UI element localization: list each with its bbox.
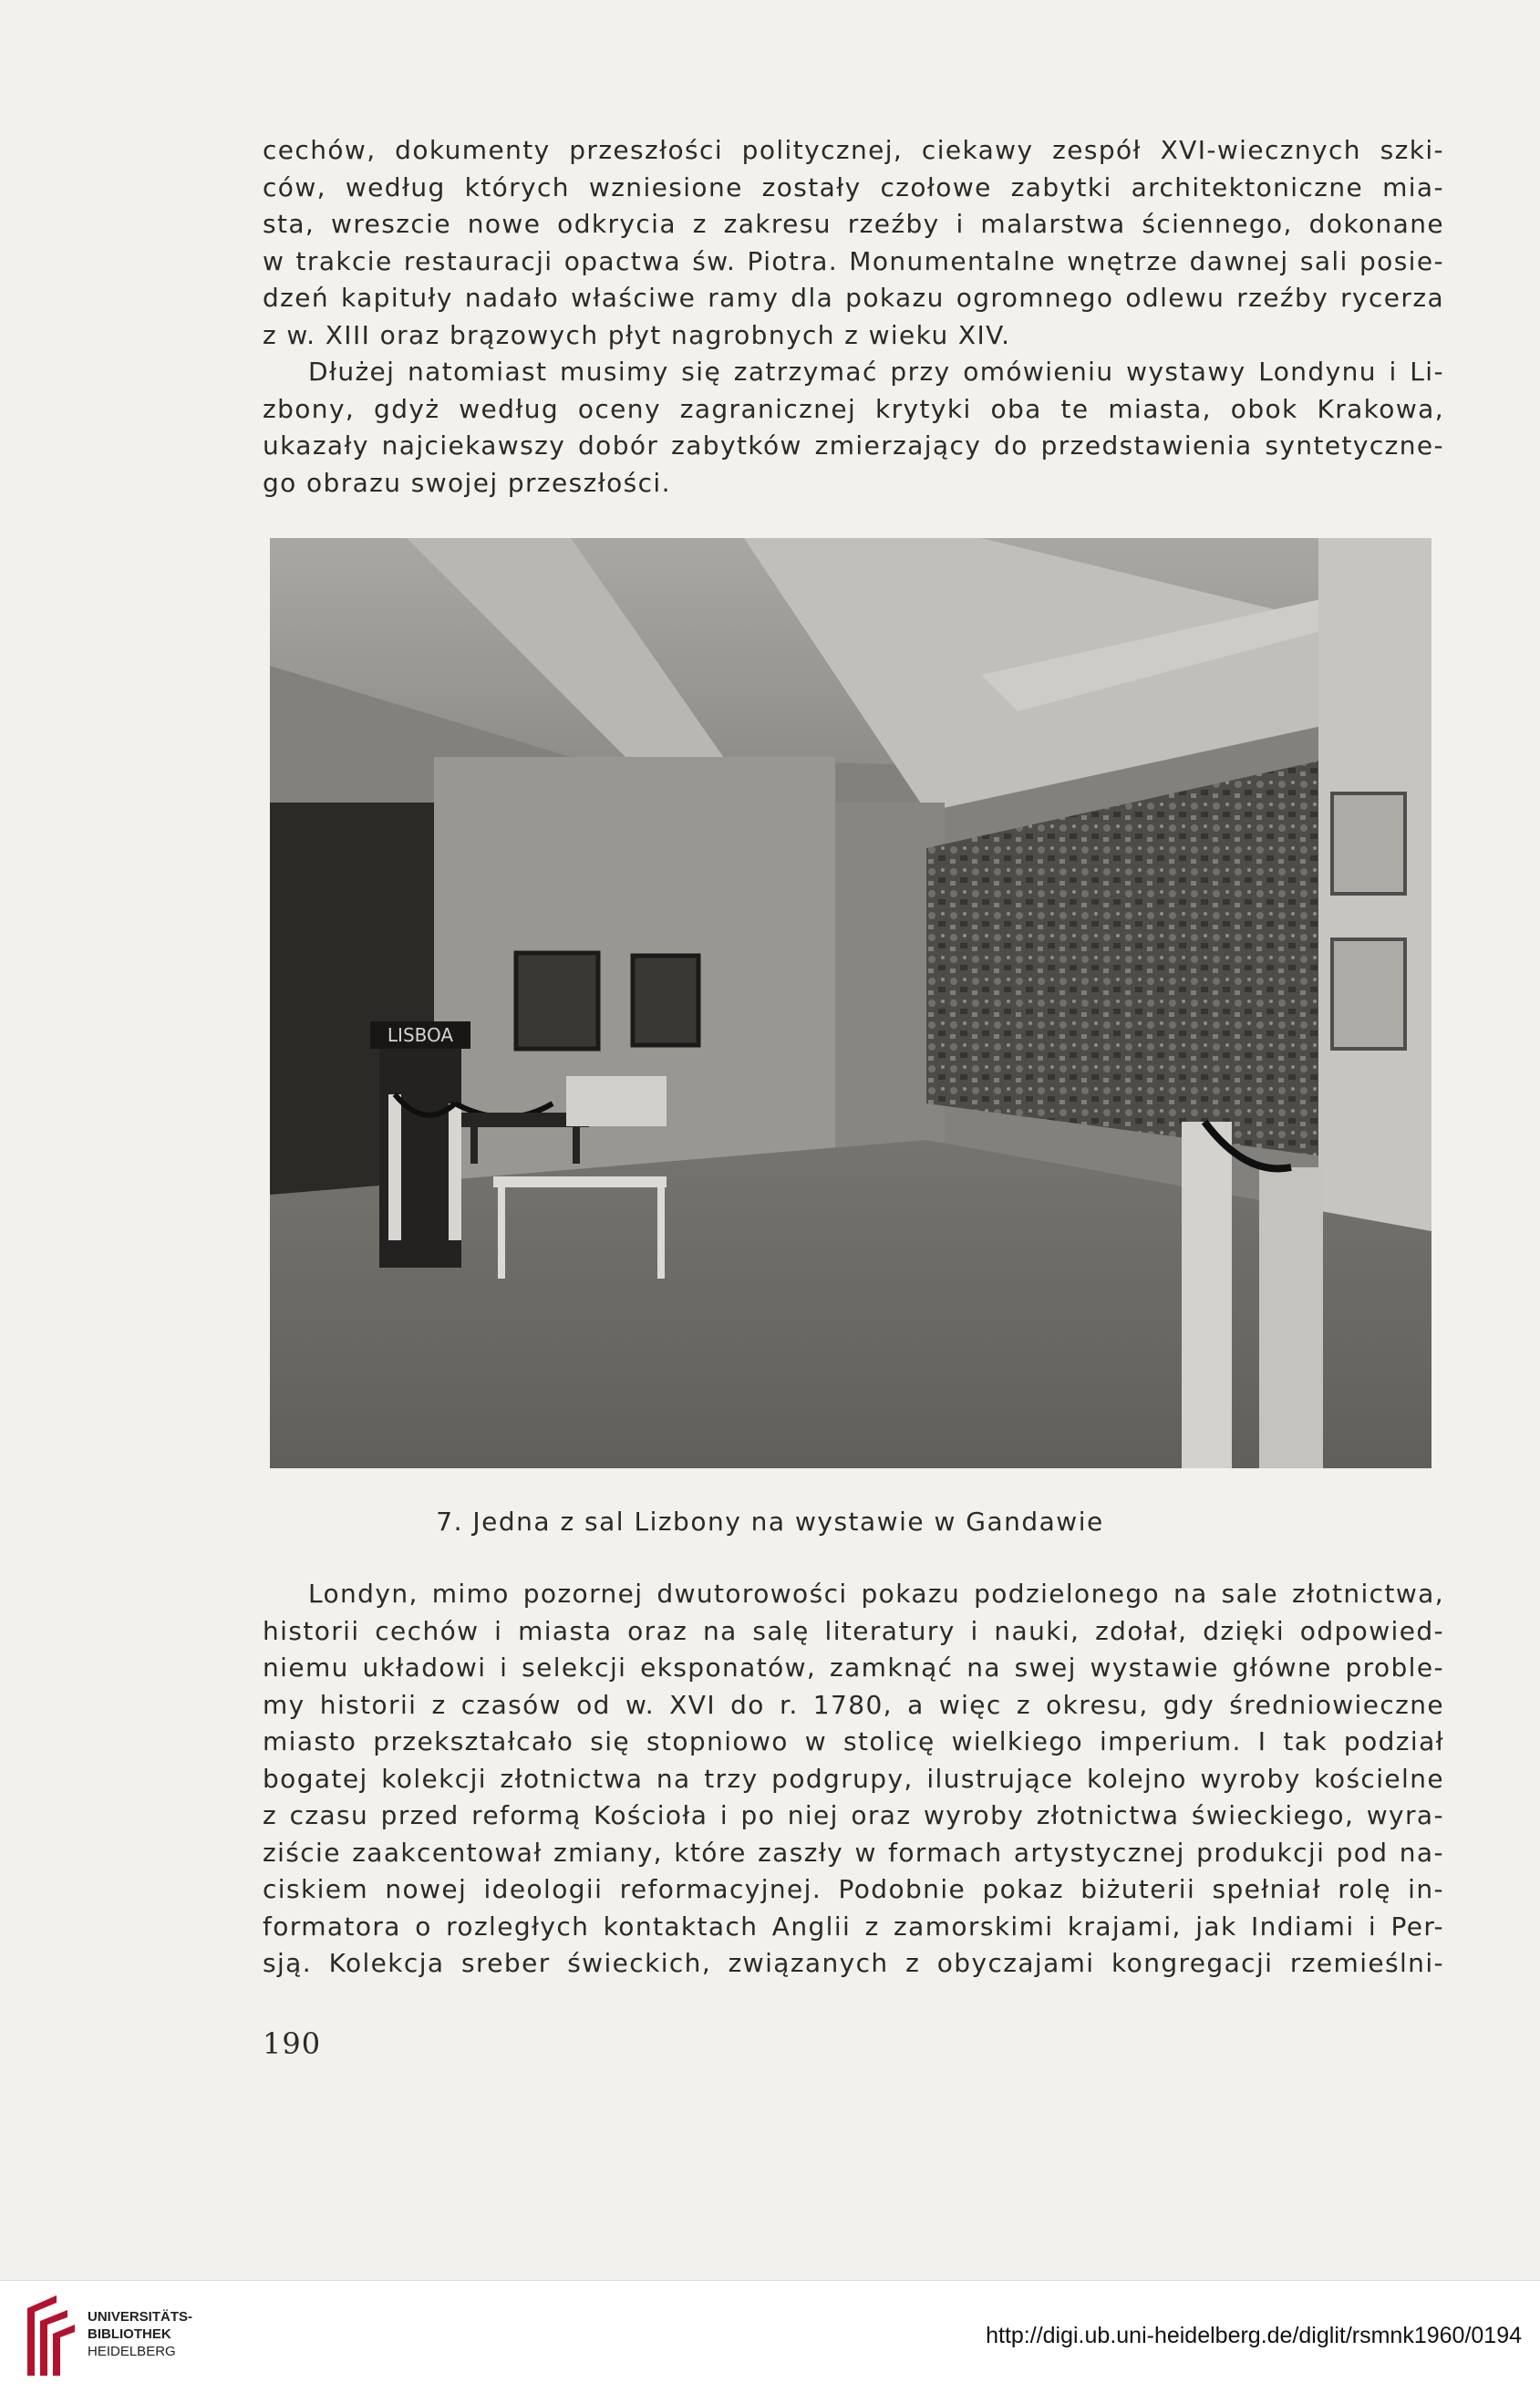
text-line: sją. Kolekcja sreber świeckich, związanych z obyczajami kongregacji rzemieślni- [263, 1948, 1444, 1978]
library-footer [0, 2280, 1540, 2393]
text-line: bogatej kolekcji złotnictwa na trzy podgrupy, ilustrujące kolejno wyroby kościelne [263, 1763, 1444, 1794]
text-line: Londyn, mimo pozornej dwutorowości pokazu podzielonego na sale złotnictwa, [308, 1579, 1444, 1609]
paragraph-bottom [263, 1576, 1444, 1983]
text-line: miasto przekształcało się stopniowo w stolicę wielkiego imperium. I tak podział [263, 1726, 1444, 1756]
lisboa-sign: LISBOA [387, 1024, 454, 1046]
text-line: cechów, dokumenty przeszłości politycznej, ciekawy zespół XVI-wiecznych szki- [263, 135, 1444, 165]
page-number: 190 [263, 2026, 322, 2061]
text-line: w trakcie restauracji opactwa św. Piotra. Monumentalne wnętrze dawnej sali posie- [263, 245, 1444, 276]
text-line: sta, wreszcie nowe odkrycia z zakresu rzeźby i malarstwa ściennego, dokonane [263, 209, 1444, 239]
text-line: zbony, gdyż według oceny zagranicznej krytyki oba te miasta, obok Krakowa, [263, 393, 1444, 424]
text-line: ciskiem nowej ideologii reformacyjnej. Podobnie pokaz biżuterii spełniał rolę in- [263, 1874, 1444, 1904]
exhibition-photo [270, 538, 1431, 1468]
text-line: formatora o rozległych kontaktach Anglii z zamorskimi krajami, jak Indiami i Per- [263, 1911, 1444, 1942]
text-line: ziście zaakcentował zmiany, które zaszły w formach artystycznej produkcji pod na- [263, 1837, 1444, 1868]
university-library-logo-icon [20, 2290, 78, 2381]
text-line: go obrazu swojej przeszłości. [263, 467, 671, 498]
text-line: z w. XIII oraz brązowych płyt nagrobnych z wieku XIV. [263, 319, 1011, 350]
figure-caption: 7. Jedna z sal Lizbony na wystawie w Gandawie [436, 1507, 1104, 1537]
text-line: dzeń kapituły nadało właściwe ramy dla pokazu ogromnego odlewu rzeźby rycerza [263, 283, 1444, 313]
library-name-line2: BIBLIOTHEK [88, 2326, 171, 2342]
text-line: historii cechów i miasta oraz na salę literatury i nauki, zdołał, dzięki odpowied- [263, 1615, 1444, 1646]
text-line: z czasu przed reformą Kościoła i po niej oraz wyroby złotnictwa świeckiego, wyra- [263, 1800, 1444, 1830]
text-line: niemu układowi i selekcji eksponatów, zamknąć na swej wystawie główne proble- [263, 1652, 1444, 1683]
paragraph-top [263, 132, 1444, 502]
text-line: ców, według których wzniesione zostały czołowe zabytki architektoniczne mia- [263, 171, 1444, 202]
text-line: my historii z czasów od w. XVI do r. 1780, a więc z okresu, gdy średniowieczne [263, 1689, 1444, 1720]
library-name-line1: UNIVERSITÄTS- [88, 2309, 193, 2325]
text-line: Dłużej natomiast musimy się zatrzymać przy omówieniu wystawy Londynu i Li- [308, 357, 1444, 387]
text-line: ukazały najciekawszy dobór zabytków zmierzający do przedstawienia syntetyczne- [263, 430, 1444, 461]
permalink-url[interactable]: http://digi.ub.uni-heidelberg.de/diglit/rsmnk1960/0194 [986, 2323, 1522, 2348]
library-name [88, 2308, 192, 2360]
library-name-line3: HEIDELBERG [88, 2344, 176, 2359]
